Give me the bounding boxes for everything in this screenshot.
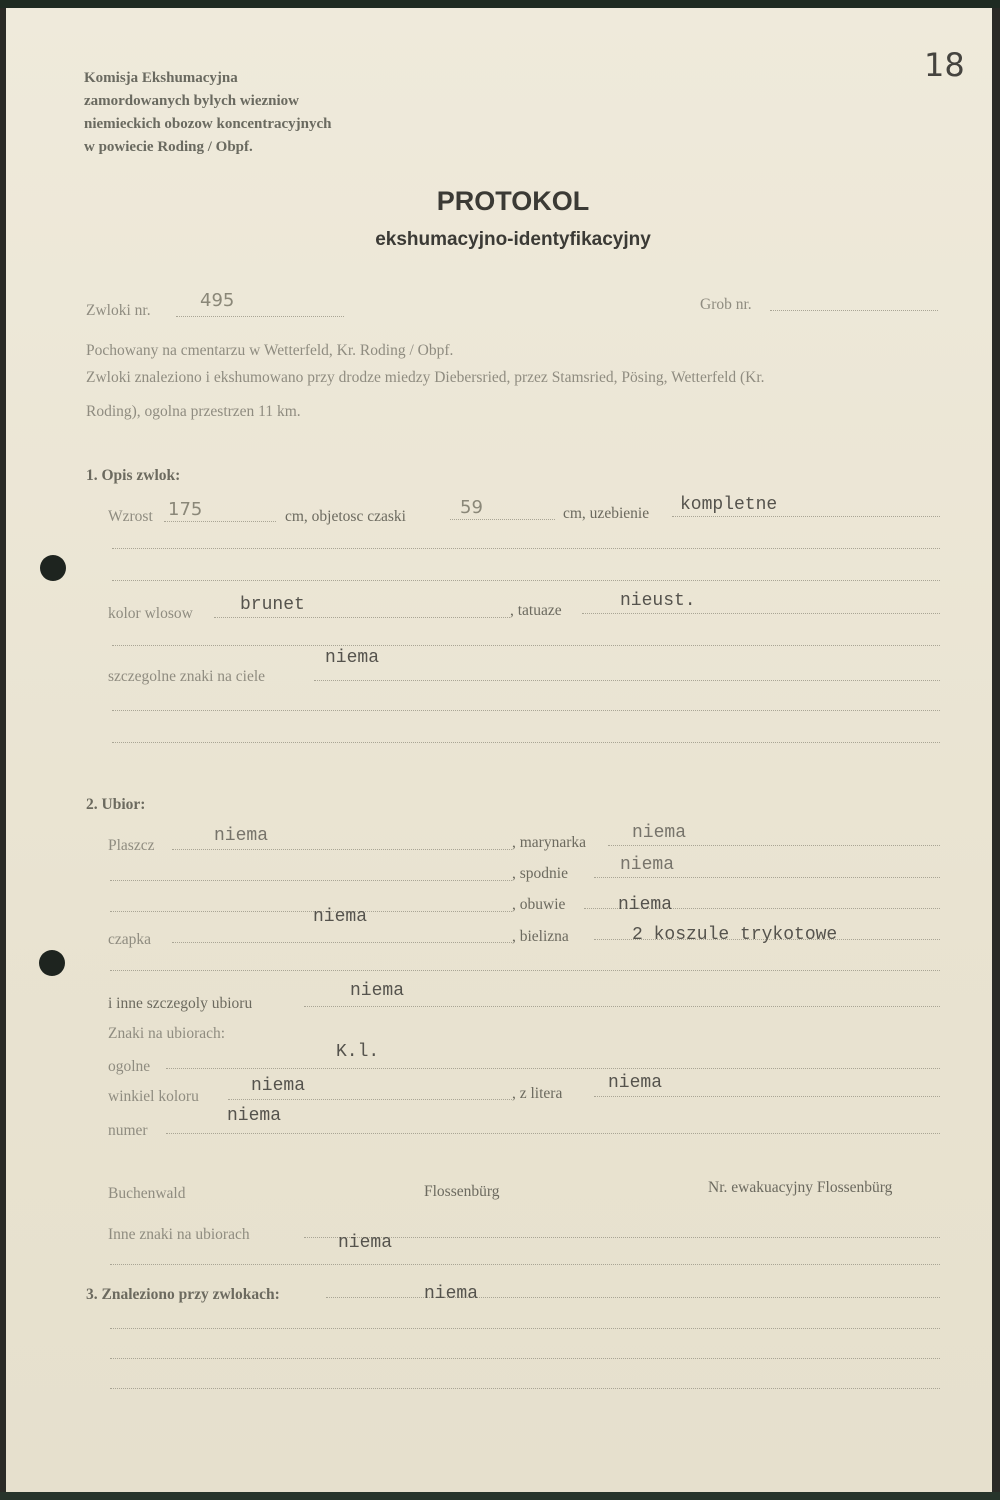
blank-line: [112, 710, 940, 711]
blank-line: [110, 970, 940, 971]
height-label: Wzrost: [108, 508, 153, 525]
evacuation-number-label: Nr. ewakuacyjny Flossenbürg: [708, 1179, 893, 1196]
cap-label: czapka: [108, 931, 152, 948]
blank-line: [112, 742, 940, 743]
header-line-1: Komisja Ekshumacyjna: [84, 70, 238, 86]
general-marks-label: ogolne: [108, 1058, 151, 1075]
triangle-color-value: niema: [251, 1076, 306, 1096]
triangle-color-label: winkiel koloru: [108, 1088, 199, 1105]
tattoo-label: , tatuaze: [510, 602, 562, 619]
found-items-line: [326, 1297, 940, 1298]
document-title: PROTOKOL: [436, 186, 590, 216]
body-marks-value: niema: [325, 648, 380, 668]
body-number-line: [176, 316, 344, 317]
cap-line: [172, 942, 512, 943]
buchenwald-label: Buchenwald: [108, 1185, 186, 1202]
blank-line: [110, 880, 512, 881]
found-location-line-1: Zwloki znaleziono i ekshumowano przy drodze miedzy Diebersried, przez Stamsried, Pösing, Wetterfeld (Kr.: [86, 369, 765, 386]
clothing-marks-label: Znaki na ubiorach:: [108, 1025, 226, 1042]
coat-label: Plaszcz: [108, 837, 155, 854]
other-marks-value: niema: [338, 1233, 393, 1253]
skull-value: 59: [460, 497, 483, 518]
found-location-line-2: Roding), ogolna przestrzen 11 km.: [86, 403, 301, 420]
other-clothing-value: niema: [350, 981, 405, 1001]
scan-edge-bottom: [0, 1492, 1000, 1500]
body-marks-label: szczegolne znaki na ciele: [108, 668, 266, 685]
hair-color-line: [214, 617, 510, 618]
trousers-line: [594, 877, 940, 878]
punch-hole-bottom: [39, 950, 65, 976]
other-marks-line: [304, 1237, 940, 1238]
blank-line: [110, 1264, 940, 1265]
body-marks-line: [314, 680, 940, 681]
found-items-value: niema: [424, 1284, 479, 1304]
letter-label: , z litera: [512, 1085, 563, 1102]
skull-line: [450, 519, 555, 520]
body-number-value: 495: [200, 290, 235, 311]
jacket-line: [608, 845, 940, 846]
triangle-color-line: [228, 1099, 512, 1100]
punch-hole-top: [40, 555, 66, 581]
document-subtitle: ekshumacyjno-identyfikacyjny: [375, 229, 651, 250]
teeth-value: kompletne: [680, 495, 778, 515]
blank-line: [110, 1328, 940, 1329]
tattoo-value: nieust.: [620, 591, 696, 611]
general-marks-value: K.l.: [336, 1042, 380, 1062]
header-line-3: niemieckich obozow koncentracyjnych: [84, 116, 332, 132]
teeth-line: [672, 516, 940, 517]
height-unit-label: cm, objetosc czaski: [285, 508, 406, 525]
scan-edge-top: [0, 0, 1000, 8]
blank-line: [112, 580, 940, 581]
burial-place: Pochowany na cmentarzu w Wetterfeld, Kr. Roding / Obpf.: [86, 342, 454, 359]
blank-line: [112, 645, 940, 646]
cap-value: niema: [313, 907, 368, 927]
letter-value: niema: [608, 1073, 663, 1093]
grave-number-label: Grob nr.: [700, 296, 752, 313]
underwear-value: 2 koszule trykotowe: [632, 925, 838, 945]
jacket-label: , marynarka: [512, 834, 587, 851]
hair-color-label: kolor wlosow: [108, 605, 193, 622]
other-clothing-line: [304, 1006, 940, 1007]
underwear-label: , bielizna: [512, 928, 569, 945]
number-value: niema: [227, 1106, 282, 1126]
trousers-value: niema: [620, 855, 675, 875]
coat-value: niema: [214, 826, 269, 846]
height-line: [164, 521, 276, 522]
skull-unit-label: cm, uzebienie: [563, 505, 650, 522]
number-label: numer: [108, 1122, 148, 1139]
hair-color-value: brunet: [240, 595, 305, 615]
trousers-label: , spodnie: [512, 865, 568, 882]
blank-line: [110, 1388, 940, 1389]
shoes-value: niema: [618, 895, 673, 915]
page-number: 18: [924, 46, 965, 84]
section-3-heading: 3. Znaleziono przy zwlokach:: [86, 1286, 280, 1303]
header-line-4: w powiecie Roding / Obpf.: [84, 139, 253, 155]
section-1-heading: 1. Opis zwlok:: [86, 467, 181, 484]
header-line-2: zamordowanych bylych wiezniow: [84, 93, 299, 109]
general-marks-line: [166, 1068, 940, 1069]
blank-line: [110, 1358, 940, 1359]
blank-line: [112, 548, 940, 549]
letter-line: [594, 1096, 940, 1097]
grave-number-line: [770, 310, 938, 311]
height-value: 175: [168, 499, 203, 520]
tattoo-line: [582, 613, 940, 614]
coat-line: [172, 849, 512, 850]
other-clothing-label: i inne szczegoly ubioru: [108, 995, 253, 1012]
number-line: [166, 1133, 940, 1134]
blank-line: [110, 911, 512, 912]
shoes-label: , obuwie: [512, 896, 566, 913]
jacket-value: niema: [632, 823, 687, 843]
flossenburg-label: Flossenbürg: [424, 1183, 500, 1200]
section-2-heading: 2. Ubior:: [86, 796, 146, 813]
body-number-label: Zwloki nr.: [86, 302, 151, 319]
other-marks-label: Inne znaki na ubiorach: [108, 1226, 250, 1243]
